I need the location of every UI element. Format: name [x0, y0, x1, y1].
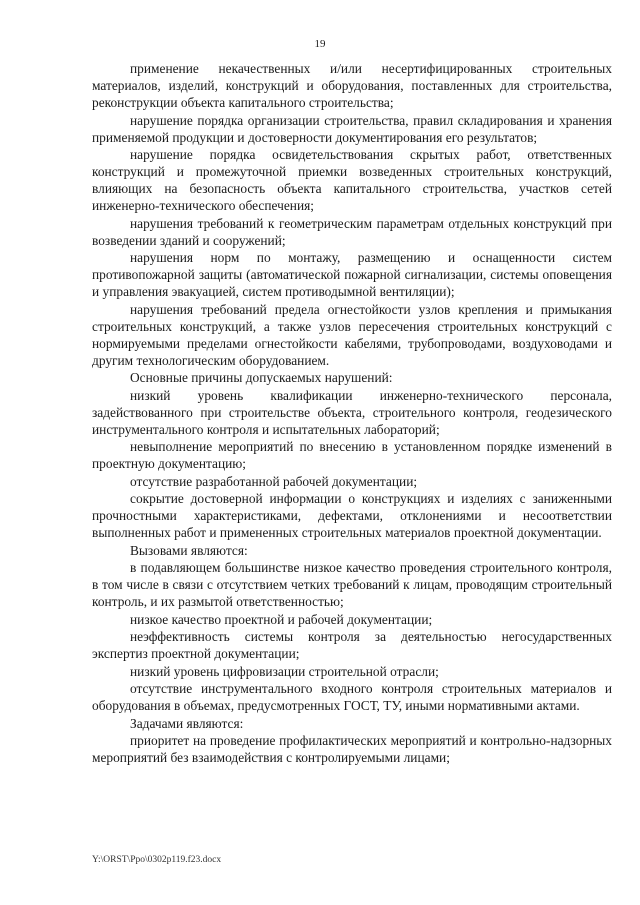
paragraph: нарушения требований к геометрическим параметрам отдельных конструкций при возведении зданий и сооружений; [92, 215, 612, 248]
paragraph: низкий уровень цифровизации строительной отрасли; [130, 663, 439, 679]
paragraph: отсутствие разработанной рабочей документации; [130, 473, 418, 489]
document-body [92, 60, 612, 767]
paragraph: нарушения норм по монтажу, размещению и оснащенности систем противопожарной защиты (автоматической пожарной сигнализации, системы оповещения и управления эвакуацией, систем противодымной вентиляции); [92, 250, 612, 299]
paragraph: нарушения требований предела огнестойкости узлов крепления и примыкания строительных конструкций, а также узлов пересечения строительных конструкций с нормируемыми пределами огнестойкости кабелями, трубопроводами, воздуховодами и другим технологическим оборудованием. [92, 301, 612, 368]
page-number: 19 [314, 38, 326, 50]
paragraph: нарушение порядка освидетельствования скрытых работ, ответственных конструкций и промежуточной приемки возведенных строительных конструкций, влияющих на безопасность объекта капитального строительства, участков сетей инженерно-технического обеспечения; [92, 147, 612, 213]
section-heading-causes: Основные причины допускаемых нарушений: [130, 370, 393, 385]
paragraph: нарушение порядка организации строительства, правил складирования и хранения применяемой продукции и достоверности документирования его результатов; [92, 112, 612, 145]
paragraph: невыполнение мероприятий по внесению в установленном порядке изменений в проектную документацию; [92, 439, 612, 471]
section-heading-challenges: Вызовами являются: [130, 542, 248, 558]
section-heading-tasks: Задачами являются: [130, 715, 244, 731]
paragraph: отсутствие инструментального входного контроля строительных материалов и оборудования в объемах, предусмотренных ГОСТ, ТУ, иными нормативными актами. [92, 681, 612, 713]
paragraph: приоритет на проведение профилактических мероприятий и контрольно-надзорных мероприятий без взаимодействия с контролируемыми лицами; [92, 733, 612, 765]
paragraph: сокрытие достоверной информации о конструкциях и изделиях с заниженными прочностными характеристиками, дефектами, отклонениями и несоответствии выполненных работ и примененных строительных материалов проектной документации. [92, 491, 612, 540]
paragraph: неэффективность системы контроля за деятельностью негосударственных экспертиз проектной документации; [92, 629, 612, 661]
footer-file-path: Y:\ORST\Ppo\0302p119.f23.docx [92, 855, 222, 865]
paragraph: в подавляющем большинстве низкое качество проведения строительного контроля, в том числе в связи с отсутствием четких требований к лицам, проводящим строительный контроль, и их размытой ответственностью; [92, 560, 612, 609]
paragraph: применение некачественных и/или несертифицированных строительных материалов, изделий, конструкций и оборудования, поставленных для строительства, реконструкции объекта капитального строительства; [92, 61, 612, 110]
paragraph: низкое качество проектной и рабочей документации; [130, 611, 433, 627]
paragraph: низкий уровень квалификации инженерно-технического персонала, задействованного при строительстве объекта, строительного контроля, геодезического инструментального контроля и испытательных лабораторий; [92, 387, 612, 437]
